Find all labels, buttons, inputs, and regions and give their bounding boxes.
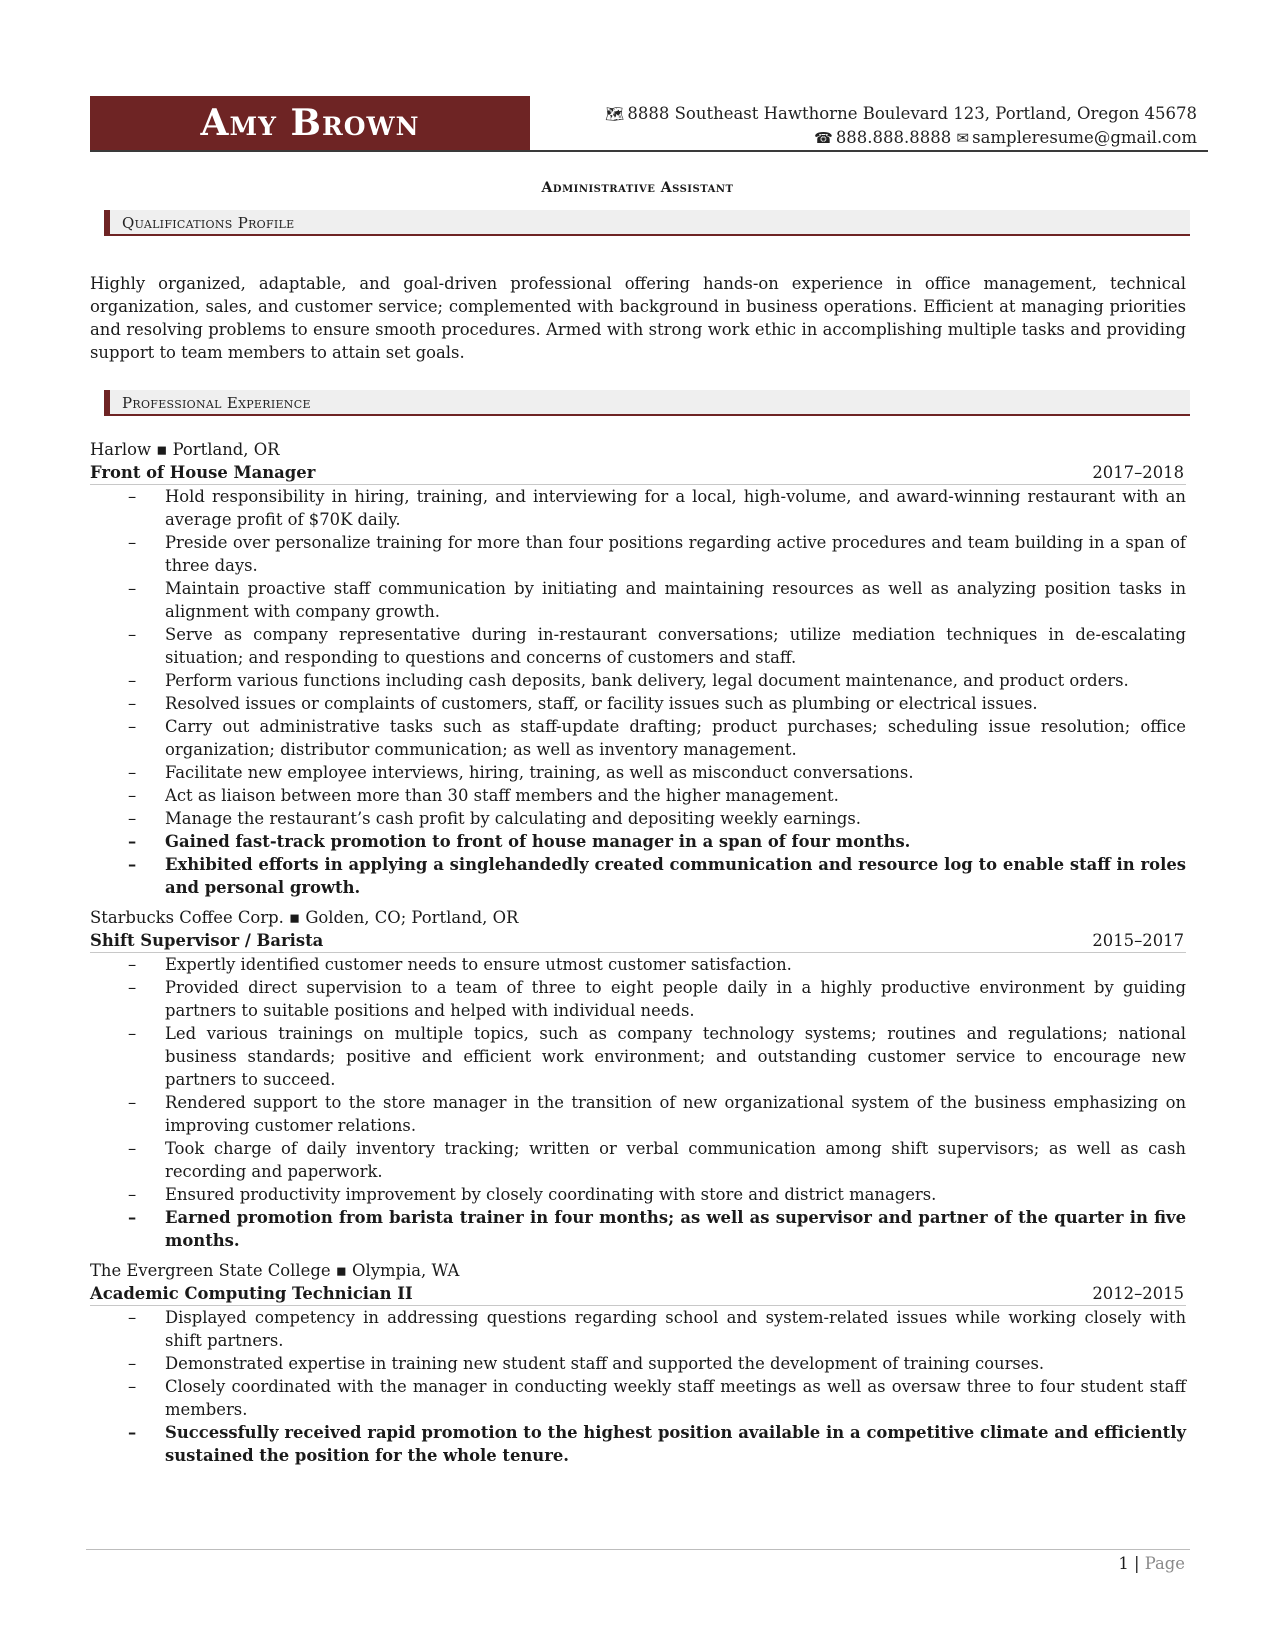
- phone: 888.888.8888: [835, 128, 952, 147]
- list-item: – Preside over personalize training for more than four positions regarding active procedures and team building in a span of three days.: [90, 531, 1186, 577]
- list-item: – Serve as company representative during in-restaurant conversations; utilize mediation techniques in de-escalating situation; and responding to questions and concerns of customers and staff.: [90, 623, 1186, 669]
- email[interactable]: sampleresume@gmail.com: [972, 128, 1197, 147]
- candidate-name: Amy Brown: [200, 102, 420, 144]
- list-item: – Perform various functions including cash deposits, bank delivery, legal document maintenance, and product orders.: [90, 669, 1186, 692]
- email-icon: ✉: [956, 129, 970, 147]
- list-item: – Took charge of daily inventory tracking; written or verbal communication among shift supervisors; as well as cash recording and paperwork.: [90, 1137, 1186, 1183]
- list-item: – Successfully received rapid promotion to the highest position available in a competitive climate and efficiently sustained the position for the whole tenure.: [90, 1421, 1186, 1467]
- phone-email-line: [605, 126, 1197, 150]
- page-separator: |: [1133, 1554, 1140, 1573]
- list-item: – Act as liaison between more than 30 staff members and the higher management.: [90, 784, 1186, 807]
- job-entry: [90, 906, 1186, 1252]
- list-item: – Demonstrated expertise in training new student staff and supported the development of training courses.: [90, 1352, 1186, 1375]
- role-dates: 2015–2017: [1092, 931, 1184, 950]
- role-title: Front of House Manager: [90, 463, 316, 482]
- target-job-title: Administrative Assistant: [541, 180, 734, 196]
- list-item: – Led various trainings on multiple topics, such as company technology systems; routines and regulations; national business standards; positive and efficient work environment; and outstanding customer service to encourage new partners to succeed.: [90, 1022, 1186, 1091]
- role-title: Academic Computing Technician II: [90, 1284, 413, 1303]
- job-entry: [90, 1259, 1186, 1467]
- section-title: Professional Experience: [122, 394, 311, 412]
- phone-icon: ☎: [814, 129, 833, 147]
- role-row: [90, 461, 1186, 485]
- role-dates: 2017–2018: [1092, 463, 1184, 482]
- list-item: – Exhibited efforts in applying a singlehandedly created communication and resource log to enable staff in roles and personal growth.: [90, 853, 1186, 899]
- list-item: – Facilitate new employee interviews, hiring, training, as well as misconduct conversations.: [90, 761, 1186, 784]
- section-qualifications: [104, 210, 1190, 236]
- map-icon: 🗺: [605, 105, 625, 123]
- employer: Harlow ▪ Portland, OR: [90, 440, 280, 459]
- profile-summary: Highly organized, adaptable, and goal-driven professional offering hands-on experience in office management, technical organization, sales, and customer service; complemented with background in business operations. Efficient at managing priorities and resolving problems to ensure smooth procedures. Armed with strong work ethic in accomplishing multiple tasks and providing support to team members to attain set goals.: [90, 274, 1186, 362]
- responsibility-list: [90, 485, 1186, 899]
- list-item: – Provided direct supervision to a team of three to eight people daily in a highly productive environment by guiding partners to suitable positions and helped with individual needs.: [90, 976, 1186, 1022]
- role-row: [90, 929, 1186, 953]
- list-item: – Earned promotion from barista trainer in four months; as well as supervisor and partner of the quarter in five months.: [90, 1206, 1186, 1252]
- list-item: – Maintain proactive staff communication by initiating and maintaining resources as well as analyzing position tasks in alignment with company growth.: [90, 577, 1186, 623]
- responsibility-list: [90, 953, 1186, 1252]
- responsibility-list: [90, 1306, 1186, 1467]
- section-title: Qualifications Profile: [122, 214, 295, 232]
- contact-block: [605, 102, 1197, 150]
- list-item: – Displayed competency in addressing questions regarding school and system-related issues while working closely with shift partners.: [90, 1306, 1186, 1352]
- role-dates: 2012–2015: [1092, 1284, 1184, 1303]
- list-item: – Manage the restaurant’s cash profit by calculating and depositing weekly earnings.: [90, 807, 1186, 830]
- footer-divider: [86, 1549, 1190, 1550]
- employer: The Evergreen State College ▪ Olympia, WA: [90, 1261, 460, 1280]
- page-footer: [1118, 1554, 1185, 1573]
- address-line: [605, 102, 1197, 126]
- header-divider: [90, 150, 1208, 152]
- name-banner: [90, 96, 530, 150]
- list-item: – Expertly identified customer needs to ensure utmost customer satisfaction.: [90, 953, 1186, 976]
- address: 8888 Southeast Hawthorne Boulevard 123, Portland, Oregon 45678: [627, 104, 1197, 123]
- list-item: – Rendered support to the store manager in the transition of new organizational system of the business emphasizing on improving customer relations.: [90, 1091, 1186, 1137]
- list-item: – Gained fast-track promotion to front of house manager in a span of four months.: [90, 830, 1186, 853]
- role-row: [90, 1282, 1186, 1306]
- page-number: 1: [1118, 1554, 1129, 1573]
- role-title: Shift Supervisor / Barista: [90, 931, 324, 950]
- list-item: – Resolved issues or complaints of customers, staff, or facility issues such as plumbing or electrical issues.: [90, 692, 1186, 715]
- job-entry: [90, 438, 1186, 899]
- list-item: – Carry out administrative tasks such as staff-update drafting; product purchases; scheduling issue resolution; office organization; distributor communication; as well as inventory management.: [90, 715, 1186, 761]
- list-item: – Hold responsibility in hiring, training, and interviewing for a local, high-volume, and award-winning restaurant with an average profit of $70K daily.: [90, 485, 1186, 531]
- employer: Starbucks Coffee Corp. ▪ Golden, CO; Portland, OR: [90, 908, 519, 927]
- page-label: Page: [1144, 1554, 1185, 1573]
- list-item: – Closely coordinated with the manager in conducting weekly staff meetings as well as oversaw three to four student staff members.: [90, 1375, 1186, 1421]
- list-item: – Ensured productivity improvement by closely coordinating with store and district managers.: [90, 1183, 1186, 1206]
- section-experience: [104, 390, 1190, 416]
